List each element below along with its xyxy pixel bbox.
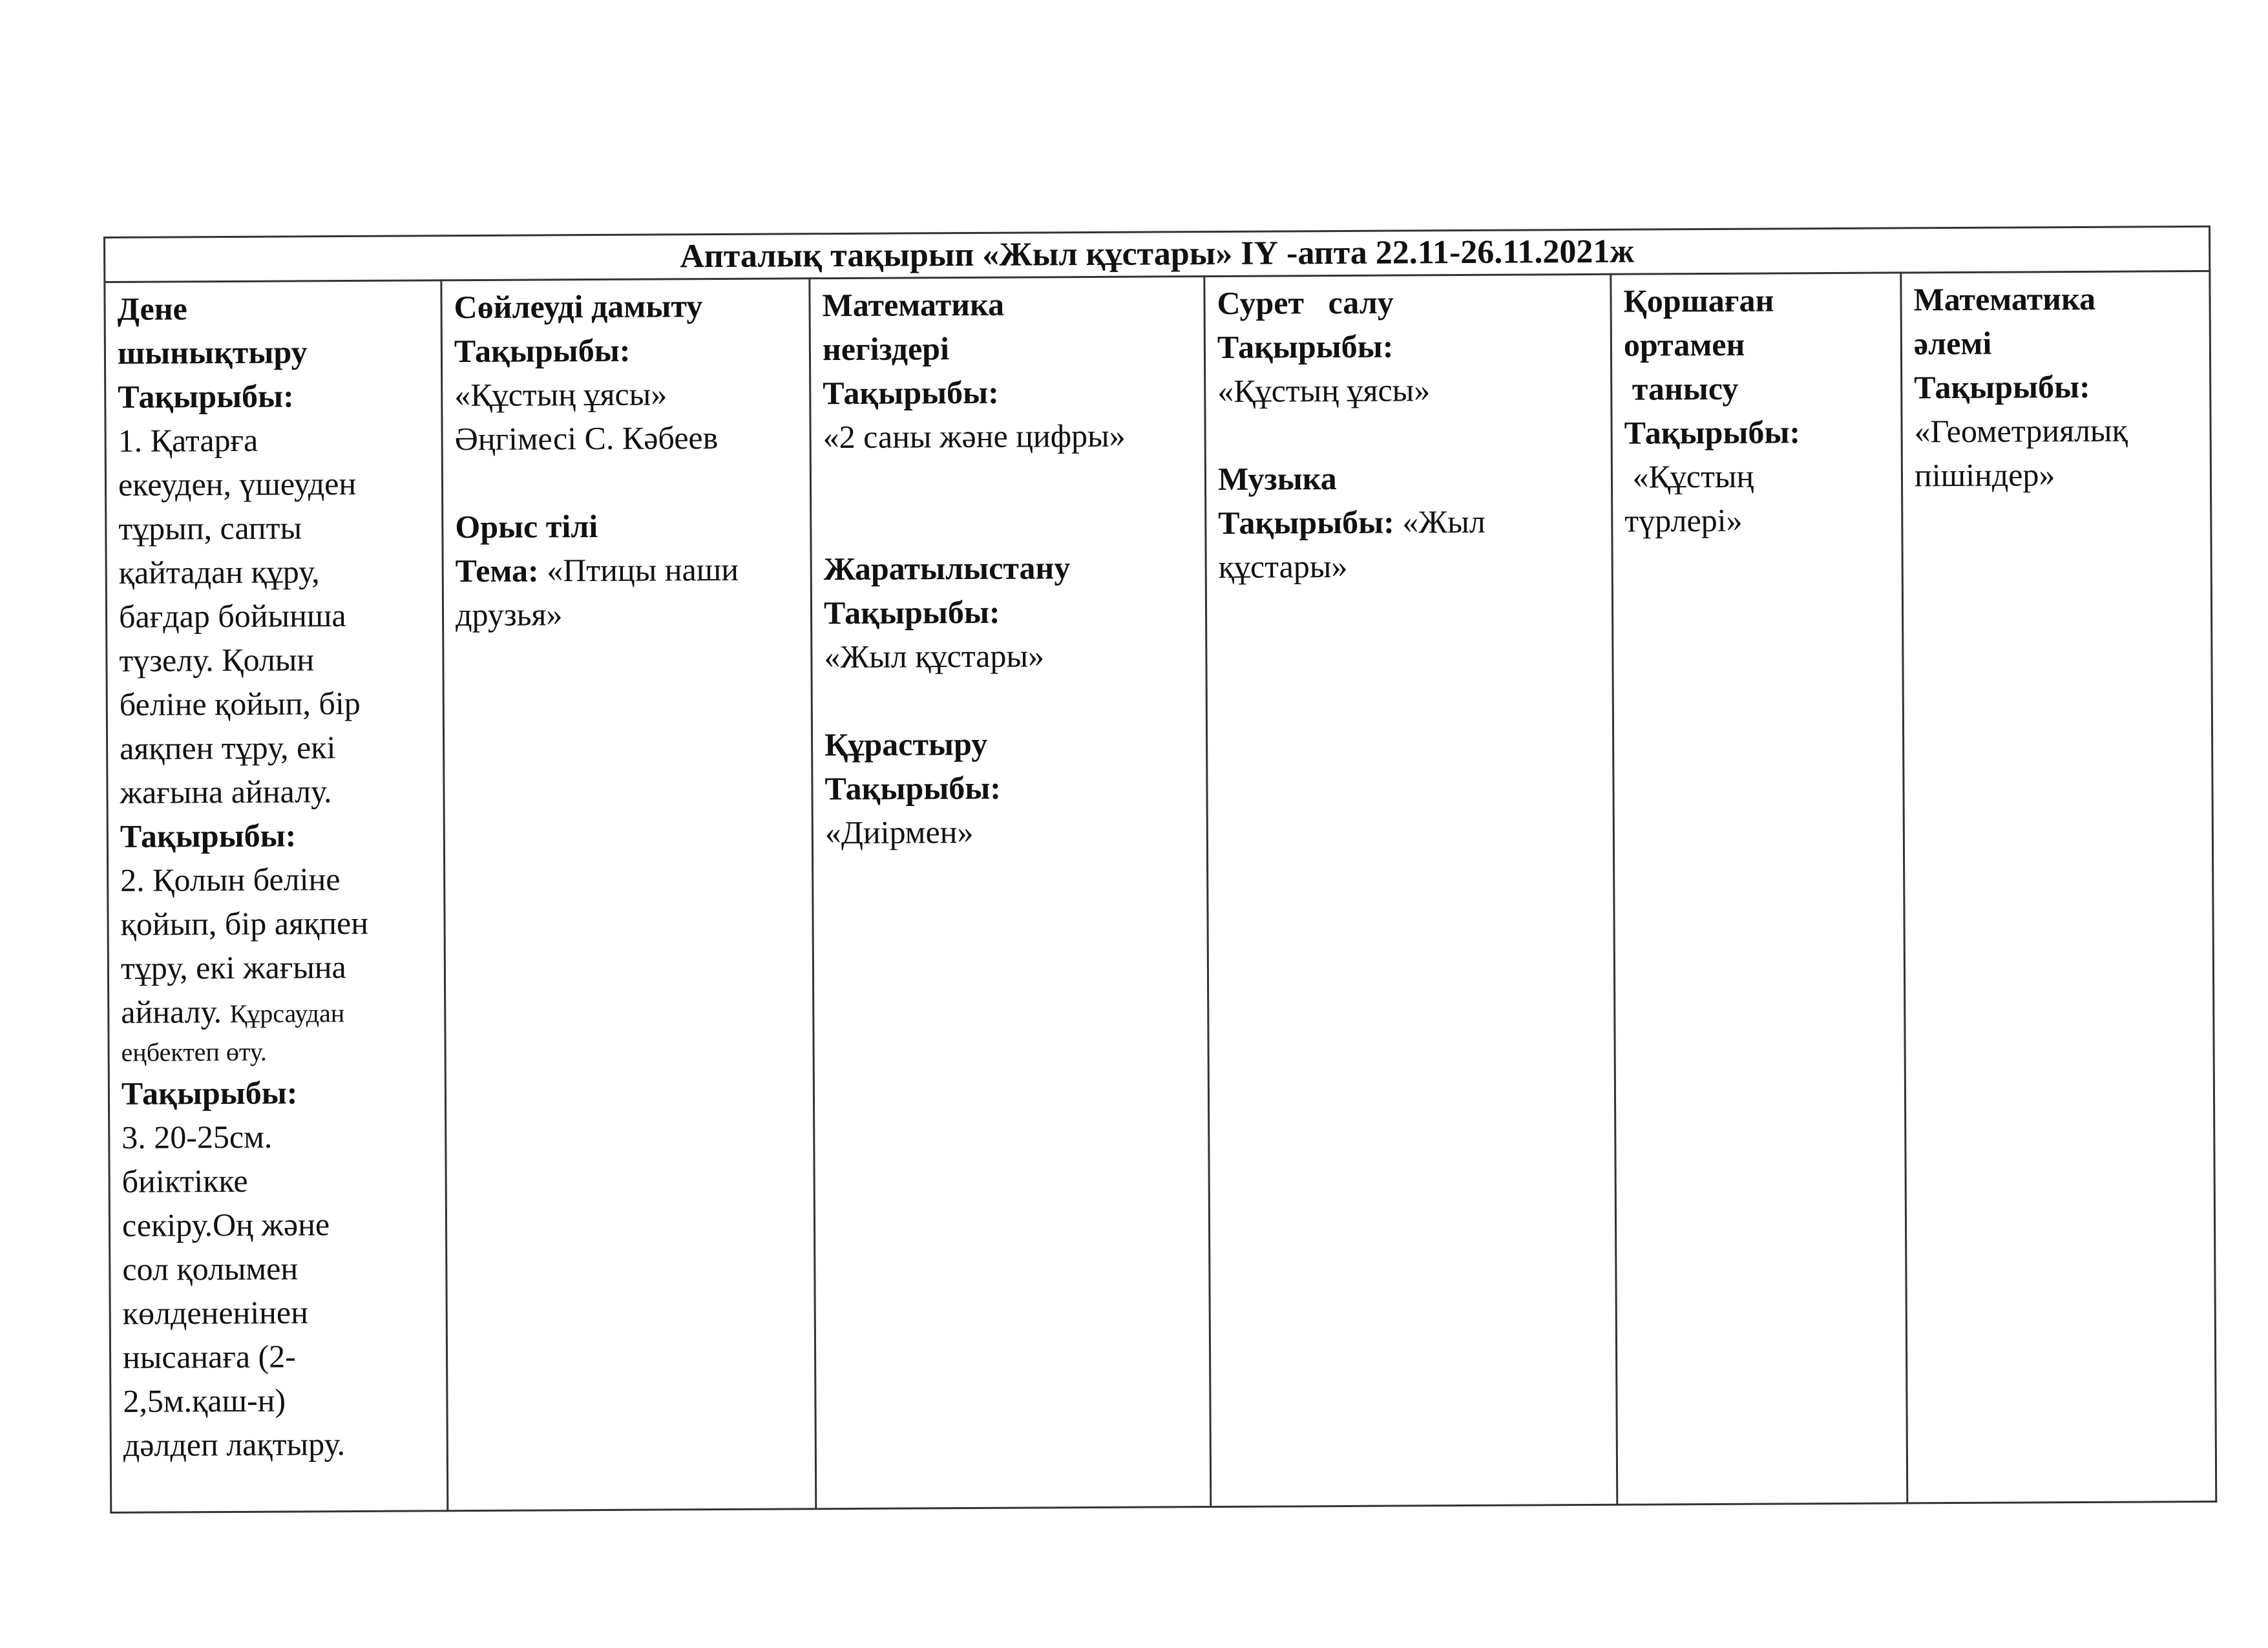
topic-text: «Диірмен» xyxy=(824,813,974,851)
topic-label: Тақырыбы: xyxy=(1218,503,1394,541)
topic-text: секіру.Оң және xyxy=(121,1206,330,1243)
subject-line: Қоршаған xyxy=(1623,282,1774,319)
topic-text: «2 саны және цифры» xyxy=(823,417,1126,456)
column-environment xyxy=(1611,273,1907,1505)
topic-text: беліне қойып, бір xyxy=(119,684,361,723)
topic-text: «Жыл xyxy=(1394,503,1486,540)
topic-text: құстары» xyxy=(1218,547,1348,585)
topic-text: түзелу. Қолын xyxy=(119,641,315,679)
column-math-world xyxy=(1901,271,2216,1503)
topic-label: Тақырыбы: xyxy=(824,769,1002,807)
topic-text: пішіндер» xyxy=(1914,456,2055,494)
topic-text: сол қолымен xyxy=(122,1250,299,1287)
topic-text: 3. 20-25см. xyxy=(121,1118,273,1156)
topic-text: жағына айналу. xyxy=(120,773,332,810)
topic-label: Тақырыбы: xyxy=(1217,328,1394,365)
topic-text: дәлдеп лақтыру. xyxy=(123,1426,346,1463)
topic-text: «Птицы наши xyxy=(538,551,739,589)
subject-title: Сөйлеуді дамыту xyxy=(454,288,703,326)
topic-label: Тақырыбы: xyxy=(1624,414,1801,451)
topic-text-small: Құрсаудан xyxy=(229,998,345,1028)
topic-label: Тақырыбы: xyxy=(121,1074,298,1112)
topic-text: Әңгімесі С. Кәбеев xyxy=(454,419,719,458)
subject-line: танысу xyxy=(1624,370,1739,407)
topic-line xyxy=(456,547,801,593)
subject-line: шынықтыру xyxy=(117,333,308,371)
topic-text: тұрып, сапты xyxy=(118,509,302,547)
topic-text: «Құстың ұясы» xyxy=(454,375,667,414)
column-physical-education xyxy=(105,280,448,1513)
subject-title: Музыка xyxy=(1217,460,1337,497)
topic-text: 2,5м.қаш-н) xyxy=(123,1382,286,1419)
column-math-basics xyxy=(810,277,1211,1509)
topic-text: айналу. xyxy=(121,993,222,1030)
weekly-plan-table xyxy=(103,226,2217,1514)
subject-line: Математика xyxy=(822,286,1005,324)
subject-title: Орыс тілі xyxy=(455,508,598,545)
subject-line: ортамен xyxy=(1623,326,1745,363)
topic-text: аяқпен тұру, екі xyxy=(119,729,336,766)
table-title: Апталық тақырып «Жыл құстары» IҮ -апта 22.11-26.11.2021ж xyxy=(105,226,2210,282)
topic-text: түрлері» xyxy=(1624,502,1743,539)
topic-text: «Құстың xyxy=(1624,458,1754,495)
subject-title: Сурет салу xyxy=(1217,284,1394,321)
column-drawing xyxy=(1204,274,1617,1506)
topic-label: Тақырыбы: xyxy=(120,817,297,854)
topic-text: нысанаға (2- xyxy=(122,1338,297,1375)
topic-text-small: еңбектеп өту. xyxy=(121,1037,267,1067)
topic-text: тұру, екі жағына xyxy=(120,949,346,986)
topic-text-line xyxy=(121,988,435,1034)
topic-text: «Құстың ұясы» xyxy=(1217,372,1431,409)
topic-text: қойып, бір аяқпен xyxy=(120,904,369,942)
subject-title: Құрастыру xyxy=(824,725,988,763)
topic-text: биіктікке xyxy=(121,1162,248,1199)
topic-label: Тақырыбы: xyxy=(1914,368,2090,406)
topic-label: Тема: xyxy=(455,552,539,589)
column-speech-development xyxy=(441,279,816,1511)
topic-label: Тақырыбы: xyxy=(823,374,999,412)
topic-label: Тақырыбы: xyxy=(823,593,1000,631)
topic-label: Тақырыбы: xyxy=(118,377,294,415)
topic-label: Тақырыбы: xyxy=(454,332,631,370)
topic-text: 1. Қатарға xyxy=(118,421,258,459)
plan-sheet xyxy=(103,226,2215,1514)
topic-text: «Геометриялық xyxy=(1914,412,2128,450)
topic-text: көлдененінен xyxy=(122,1294,309,1331)
topic-text: «Жыл құстары» xyxy=(824,637,1045,675)
topic-text: бағдар бойынша xyxy=(118,597,346,635)
topic-text: 2. Қолын беліне xyxy=(120,861,341,898)
subject-title: Жаратылыстану xyxy=(823,549,1071,587)
subject-line: негіздері xyxy=(822,330,950,368)
subject-line: Дене xyxy=(117,290,187,327)
topic-text: екеуден, үшеуден xyxy=(118,465,357,503)
topic-line xyxy=(1218,499,1602,545)
topic-text: қайтадан құру, xyxy=(118,553,320,591)
subject-line: Математика xyxy=(1913,280,2096,318)
subject-line: әлемі xyxy=(1913,324,1992,362)
topic-text: друзья» xyxy=(455,596,563,633)
